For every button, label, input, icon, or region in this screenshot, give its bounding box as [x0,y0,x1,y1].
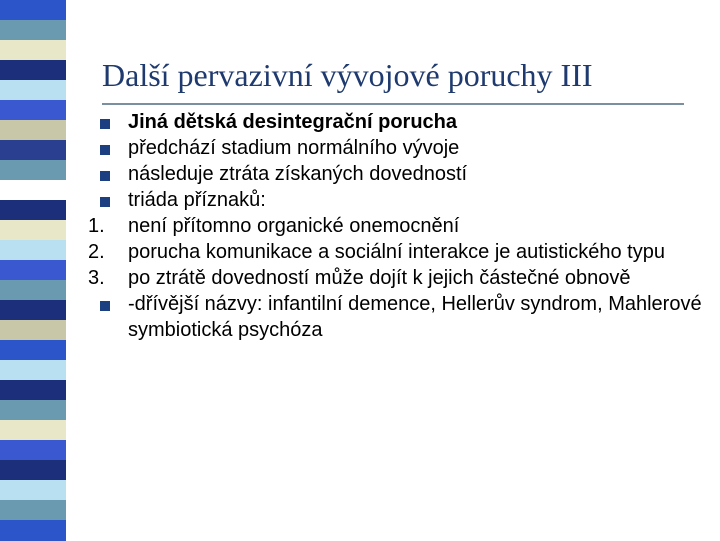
stripe-block [0,0,66,21]
decorative-stripe [0,0,66,540]
item-text: předchází stadium normálního vývoje [128,137,460,159]
stripe-block [0,240,66,261]
list-item [88,213,708,239]
title-underline [102,103,684,105]
stripe-block [0,200,66,221]
list-item [88,161,708,187]
stripe-block [0,480,66,501]
item-text: není přítomno organické onemocnění [128,215,460,237]
list-item [88,187,708,213]
list-item [88,291,708,343]
stripe-block [0,340,66,361]
stripe-block [0,520,66,541]
item-text: následuje ztráta získaných dovedností [128,163,468,185]
square-bullet-icon [100,301,110,311]
stripe-block [0,180,66,201]
stripe-block [0,60,66,81]
stripe-block [0,360,66,381]
list-item [88,239,708,265]
item-text: Jiná dětská desintegrační porucha [128,111,457,133]
list-item [88,265,708,291]
stripe-block [0,460,66,481]
stripe-block [0,140,66,161]
item-text: po ztrátě dovedností může dojít k jejich částečné obnově [128,267,631,289]
stripe-block [0,300,66,321]
square-bullet-icon [100,119,110,129]
list-item [88,135,708,161]
stripe-block [0,420,66,441]
item-text: porucha komunikace a sociální interakce je autistického typu [128,241,665,263]
stripe-block [0,40,66,61]
square-bullet-icon [100,145,110,155]
stripe-block [0,20,66,41]
list-number: 2. [88,241,105,263]
stripe-block [0,320,66,341]
stripe-block [0,500,66,521]
slide-body [88,109,708,343]
list-number: 1. [88,215,105,237]
stripe-block [0,160,66,181]
stripe-block [0,440,66,461]
stripe-block [0,280,66,301]
square-bullet-icon [100,171,110,181]
square-bullet-icon [100,197,110,207]
item-text: -dřívější názvy: infantilní demence, Hellerův syndrom, Mahlerové symbiotická psychóza [128,293,702,341]
stripe-block [0,100,66,121]
stripe-block [0,120,66,141]
stripe-block [0,380,66,401]
list-number: 3. [88,267,105,289]
list-item [88,109,708,135]
slide-title: Další pervazivní vývojové poruchy III [102,57,593,93]
item-text: triáda příznaků: [128,189,266,211]
stripe-block [0,260,66,281]
stripe-block [0,80,66,101]
stripe-block [0,220,66,241]
stripe-block [0,400,66,421]
